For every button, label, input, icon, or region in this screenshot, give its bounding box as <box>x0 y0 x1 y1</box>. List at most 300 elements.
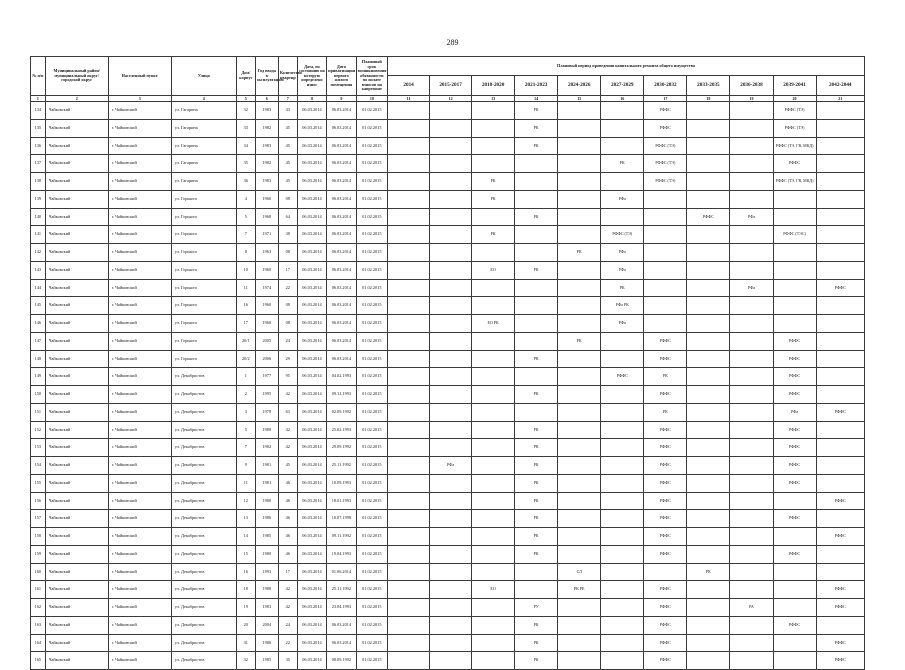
survey-date-cell: 06.03.2014 <box>297 616 326 634</box>
municipality-cell: Чайковский <box>45 492 108 510</box>
work-cell <box>515 155 558 173</box>
year-built-cell: 1983 <box>255 173 278 191</box>
work-cell <box>558 634 601 652</box>
deadline-cell: 01.02.2015 <box>356 492 388 510</box>
deadline-cell: 01.02.2015 <box>356 510 388 528</box>
privatization-date-cell: 06.03.2014 <box>327 208 356 226</box>
work-cell <box>472 652 515 670</box>
work-cell: РФФС <box>644 510 687 528</box>
work-cell: РК <box>515 119 558 137</box>
work-cell <box>816 137 864 155</box>
work-cell <box>430 315 472 333</box>
work-cell <box>816 155 864 173</box>
privatization-date-cell: 19.04.1993 <box>327 545 356 563</box>
work-cell <box>687 386 730 404</box>
work-cell <box>816 368 864 386</box>
work-cell <box>515 279 558 297</box>
house-cell: 14 <box>236 528 255 546</box>
apartments-cell: 95 <box>278 368 297 386</box>
work-cell <box>687 137 730 155</box>
year-built-cell: 1980 <box>255 545 278 563</box>
work-cell <box>773 652 816 670</box>
work-cell <box>773 528 816 546</box>
work-cell: РФФС <box>644 119 687 137</box>
work-cell: РФФС <box>644 102 687 120</box>
work-cell <box>388 190 430 208</box>
work-cell: РФФС <box>644 599 687 617</box>
table-row <box>31 563 865 581</box>
deadline-cell: 01.02.2015 <box>356 297 388 315</box>
work-cell <box>687 190 730 208</box>
settlement-cell: г. Чайковский <box>108 226 171 244</box>
privatization-date-cell: 06.03.2014 <box>327 244 356 262</box>
survey-date-cell: 06.03.2014 <box>297 652 326 670</box>
house-cell: 9 <box>236 457 255 475</box>
work-cell: РК <box>515 208 558 226</box>
column-index-cell: 10 <box>356 96 388 102</box>
work-cell <box>430 261 472 279</box>
work-cell <box>730 492 773 510</box>
street-cell: ул. Горького <box>171 244 236 262</box>
year-built-cell: 1974 <box>255 279 278 297</box>
street-cell: ул. Гагарина <box>171 173 236 191</box>
work-cell <box>816 173 864 191</box>
work-cell <box>472 599 515 617</box>
house-cell: 32 <box>236 102 255 120</box>
work-cell <box>773 492 816 510</box>
work-cell <box>388 119 430 137</box>
work-cell <box>601 581 644 599</box>
work-cell: РФФС <box>644 457 687 475</box>
table-row <box>31 244 865 262</box>
column-index-cell: 17 <box>644 96 687 102</box>
work-cell <box>687 261 730 279</box>
work-cell <box>558 439 601 457</box>
work-cell: РФФС <box>644 332 687 350</box>
work-cell: РФа <box>730 208 773 226</box>
settlement-cell: г. Чайковский <box>108 315 171 333</box>
year-built-cell: 1981 <box>255 457 278 475</box>
street-cell: ул. Гагарина <box>171 155 236 173</box>
table-row <box>31 190 865 208</box>
house-cell: 3 <box>236 403 255 421</box>
house-cell: 12 <box>236 492 255 510</box>
work-cell <box>644 244 687 262</box>
work-cell <box>601 652 644 670</box>
work-cell: РФФС <box>773 350 816 368</box>
table-row <box>31 403 865 421</box>
settlement-cell: г. Чайковский <box>108 137 171 155</box>
municipality-cell: Чайковский <box>45 102 108 120</box>
column-index-cell: 7 <box>278 96 297 102</box>
settlement-cell: г. Чайковский <box>108 368 171 386</box>
work-cell <box>472 439 515 457</box>
settlement-cell: г. Чайковский <box>108 510 171 528</box>
column-index-cell: 15 <box>558 96 601 102</box>
work-cell: РФа <box>601 261 644 279</box>
year-built-cell: 1960 <box>255 261 278 279</box>
work-cell <box>388 173 430 191</box>
work-cell <box>730 368 773 386</box>
street-cell: ул. Горького <box>171 279 236 297</box>
row-number: 145 <box>31 297 46 315</box>
header-year: 2027-2029 <box>601 76 644 96</box>
street-cell: ул. Горького <box>171 350 236 368</box>
work-cell: РФФС <box>644 421 687 439</box>
work-cell <box>730 403 773 421</box>
table-row <box>31 226 865 244</box>
work-cell <box>388 102 430 120</box>
table-row <box>31 421 865 439</box>
row-number: 148 <box>31 350 46 368</box>
work-cell <box>687 173 730 191</box>
privatization-date-cell: 01.06.2014 <box>327 563 356 581</box>
deadline-cell: 01.02.2015 <box>356 528 388 546</box>
year-built-cell: 1963 <box>255 244 278 262</box>
survey-date-cell: 06.03.2014 <box>297 581 326 599</box>
work-cell <box>730 457 773 475</box>
work-cell: СЛ <box>558 563 601 581</box>
survey-date-cell: 06.03.2014 <box>297 332 326 350</box>
work-cell <box>430 190 472 208</box>
deadline-cell: 01.02.2015 <box>356 173 388 191</box>
work-cell <box>816 386 864 404</box>
deadline-cell: 01.02.2015 <box>356 439 388 457</box>
row-number: 153 <box>31 439 46 457</box>
column-index-cell: 19 <box>730 96 773 102</box>
work-cell <box>558 208 601 226</box>
street-cell: ул. Декабристов <box>171 403 236 421</box>
row-number: 161 <box>31 581 46 599</box>
apartments-cell: 22 <box>278 634 297 652</box>
deadline-cell: 01.02.2015 <box>356 137 388 155</box>
header-apartments: Количество квартир <box>278 57 297 96</box>
work-cell <box>730 190 773 208</box>
municipality-cell: Чайковский <box>45 155 108 173</box>
work-cell: РФФС <box>773 545 816 563</box>
street-cell: ул. Декабристов <box>171 421 236 439</box>
work-cell <box>472 634 515 652</box>
deadline-cell: 01.02.2015 <box>356 208 388 226</box>
work-cell <box>644 208 687 226</box>
settlement-cell: г. Чайковский <box>108 102 171 120</box>
header-year: 2014 <box>388 76 430 96</box>
work-cell <box>472 510 515 528</box>
work-cell <box>601 545 644 563</box>
work-cell <box>430 279 472 297</box>
deadline-cell: 01.02.2015 <box>356 599 388 617</box>
work-cell <box>558 421 601 439</box>
municipality-cell: Чайковский <box>45 119 108 137</box>
work-cell <box>773 634 816 652</box>
work-cell <box>687 102 730 120</box>
work-cell <box>388 581 430 599</box>
house-cell: 36 <box>236 173 255 191</box>
work-cell: РФФС (ТЭ) <box>773 119 816 137</box>
work-cell: РФа <box>601 190 644 208</box>
work-cell <box>816 297 864 315</box>
work-cell <box>816 332 864 350</box>
privatization-date-cell: 29.09.1992 <box>327 439 356 457</box>
street-cell: ул. Декабристов <box>171 545 236 563</box>
work-cell <box>388 545 430 563</box>
deadline-cell: 01.02.2015 <box>356 119 388 137</box>
table-row <box>31 315 865 333</box>
work-cell: РК РЕ <box>558 581 601 599</box>
house-cell: 1 <box>236 368 255 386</box>
municipality-cell: Чайковский <box>45 350 108 368</box>
work-cell: РК <box>515 457 558 475</box>
work-cell: РК <box>558 332 601 350</box>
house-cell: 19 <box>236 599 255 617</box>
house-cell: 7 <box>236 439 255 457</box>
settlement-cell: г. Чайковский <box>108 350 171 368</box>
header-municipality: Муниципальный район/муниципальный округ/городской округ <box>45 57 108 96</box>
work-cell <box>558 492 601 510</box>
work-cell <box>816 563 864 581</box>
row-number: 149 <box>31 368 46 386</box>
header-survey-date: Дата, по состоянию на которую определено износ <box>297 57 326 96</box>
work-cell <box>687 279 730 297</box>
work-cell <box>687 581 730 599</box>
deadline-cell: 01.02.2015 <box>356 190 388 208</box>
apartments-cell: 46 <box>278 528 297 546</box>
municipality-cell: Чайковский <box>45 208 108 226</box>
work-cell <box>730 634 773 652</box>
row-number: 152 <box>31 421 46 439</box>
survey-date-cell: 06.03.2014 <box>297 599 326 617</box>
deadline-cell: 01.02.2015 <box>356 403 388 421</box>
house-cell: 4 <box>236 190 255 208</box>
street-cell: ул. Декабристов <box>171 368 236 386</box>
work-cell: РФФС (ТЭ, ГВ, МКД) <box>773 137 816 155</box>
survey-date-cell: 06.03.2014 <box>297 137 326 155</box>
header-year: 2030-2032 <box>644 76 687 96</box>
header-year: 2042-2044 <box>816 76 864 96</box>
row-number: 156 <box>31 492 46 510</box>
work-cell: ЕО <box>472 581 515 599</box>
apartments-cell: 45 <box>278 457 297 475</box>
work-cell <box>515 332 558 350</box>
survey-date-cell: 06.03.2014 <box>297 457 326 475</box>
work-cell <box>644 297 687 315</box>
work-cell <box>687 634 730 652</box>
apartments-cell: 46 <box>278 492 297 510</box>
work-cell <box>773 279 816 297</box>
house-cell: 16 <box>236 563 255 581</box>
work-cell <box>601 457 644 475</box>
work-cell <box>601 528 644 546</box>
year-built-cell: 2006 <box>255 350 278 368</box>
work-cell <box>816 102 864 120</box>
house-cell: 33 <box>236 119 255 137</box>
work-cell <box>601 439 644 457</box>
work-cell <box>430 421 472 439</box>
municipality-cell: Чайковский <box>45 279 108 297</box>
table-row <box>31 261 865 279</box>
row-number: 155 <box>31 474 46 492</box>
survey-date-cell: 06.03.2014 <box>297 244 326 262</box>
row-number: 137 <box>31 155 46 173</box>
work-cell: РФФС <box>644 492 687 510</box>
privatization-date-cell: 10.07.1998 <box>327 510 356 528</box>
work-cell: РФФС <box>773 457 816 475</box>
work-cell <box>430 332 472 350</box>
header-year: 2015-2017 <box>430 76 472 96</box>
work-cell <box>472 457 515 475</box>
column-index-cell: 11 <box>388 96 430 102</box>
privatization-date-cell: 06.03.2014 <box>327 190 356 208</box>
settlement-cell: г. Чайковский <box>108 492 171 510</box>
work-cell: РК <box>601 155 644 173</box>
work-cell <box>730 244 773 262</box>
row-number: 154 <box>31 457 46 475</box>
work-cell: РФФС <box>644 581 687 599</box>
work-cell <box>730 315 773 333</box>
apartments-cell: 08 <box>278 297 297 315</box>
work-cell <box>816 439 864 457</box>
work-cell: РФФС (ТЭС) <box>773 226 816 244</box>
street-cell: ул. Горького <box>171 315 236 333</box>
work-cell <box>388 492 430 510</box>
work-cell <box>388 155 430 173</box>
row-number: 136 <box>31 137 46 155</box>
column-index-cell: 9 <box>327 96 356 102</box>
work-cell <box>430 439 472 457</box>
work-cell <box>730 386 773 404</box>
work-cell: РК <box>687 563 730 581</box>
column-index-cell: 20 <box>773 96 816 102</box>
work-cell <box>472 421 515 439</box>
work-cell: РФа <box>601 244 644 262</box>
municipality-cell: Чайковский <box>45 545 108 563</box>
street-cell: ул. Декабристов <box>171 457 236 475</box>
street-cell: ул. Декабристов <box>171 510 236 528</box>
work-cell <box>601 599 644 617</box>
work-cell <box>388 279 430 297</box>
year-built-cell: 1986 <box>255 510 278 528</box>
privatization-date-cell: 06.03.2014 <box>327 137 356 155</box>
row-number: 135 <box>31 119 46 137</box>
table-row <box>31 386 865 404</box>
work-cell <box>430 599 472 617</box>
work-cell <box>644 563 687 581</box>
work-cell <box>472 102 515 120</box>
work-cell: РФФС <box>644 634 687 652</box>
municipality-cell: Чайковский <box>45 599 108 617</box>
work-cell <box>388 208 430 226</box>
work-cell <box>816 545 864 563</box>
work-cell <box>730 510 773 528</box>
apartments-cell: 45 <box>278 155 297 173</box>
work-cell <box>388 457 430 475</box>
work-cell <box>430 297 472 315</box>
apartments-cell: 29 <box>278 350 297 368</box>
street-cell: ул. Горького <box>171 208 236 226</box>
column-index-cell: 14 <box>515 96 558 102</box>
row-number: 165 <box>31 652 46 670</box>
work-cell <box>687 510 730 528</box>
work-cell <box>388 421 430 439</box>
row-number: 151 <box>31 403 46 421</box>
work-cell <box>601 421 644 439</box>
house-cell: 18 <box>236 581 255 599</box>
table-row <box>31 474 865 492</box>
work-cell <box>816 510 864 528</box>
deadline-cell: 01.02.2015 <box>356 368 388 386</box>
house-cell: 5 <box>236 208 255 226</box>
work-cell <box>773 581 816 599</box>
work-cell <box>558 261 601 279</box>
apartments-cell: 42 <box>278 599 297 617</box>
deadline-cell: 01.02.2015 <box>356 386 388 404</box>
work-cell <box>430 492 472 510</box>
work-cell <box>816 421 864 439</box>
survey-date-cell: 06.03.2014 <box>297 297 326 315</box>
work-cell: РФФС <box>644 545 687 563</box>
header-num: № п/п <box>31 57 46 96</box>
work-cell <box>730 421 773 439</box>
header-year: 2033-2035 <box>687 76 730 96</box>
work-cell: РФФС <box>816 581 864 599</box>
survey-date-cell: 06.03.2014 <box>297 261 326 279</box>
header-year: 2024-2026 <box>558 76 601 96</box>
work-cell <box>687 332 730 350</box>
work-cell <box>773 315 816 333</box>
street-cell: ул. Декабристов <box>171 439 236 457</box>
work-cell <box>430 510 472 528</box>
table-row <box>31 137 865 155</box>
settlement-cell: г. Чайковский <box>108 599 171 617</box>
work-cell <box>558 102 601 120</box>
privatization-date-cell: 06.03.2014 <box>327 350 356 368</box>
house-cell: 8 <box>236 244 255 262</box>
municipality-cell: Чайковский <box>45 474 108 492</box>
work-cell <box>816 190 864 208</box>
work-cell <box>687 599 730 617</box>
work-cell <box>472 244 515 262</box>
work-cell <box>773 563 816 581</box>
year-built-cell: 1983 <box>255 599 278 617</box>
privatization-date-cell: 25.11.1992 <box>327 581 356 599</box>
work-cell <box>558 510 601 528</box>
work-cell: РФа <box>730 279 773 297</box>
work-cell <box>730 137 773 155</box>
work-cell <box>430 581 472 599</box>
municipality-cell: Чайковский <box>45 368 108 386</box>
work-cell <box>687 155 730 173</box>
work-cell <box>601 102 644 120</box>
work-cell: РК <box>472 173 515 191</box>
street-cell: ул. Декабристов <box>171 599 236 617</box>
survey-date-cell: 06.03.2014 <box>297 350 326 368</box>
year-built-cell: 1978 <box>255 403 278 421</box>
column-index-cell: 12 <box>430 96 472 102</box>
table-row <box>31 545 865 563</box>
work-cell <box>687 652 730 670</box>
year-built-cell: 1982 <box>255 155 278 173</box>
work-cell: РФФС <box>773 421 816 439</box>
row-number: 140 <box>31 208 46 226</box>
work-cell: РК <box>515 474 558 492</box>
table-row <box>31 457 865 475</box>
row-number: 150 <box>31 386 46 404</box>
row-number: 138 <box>31 173 46 191</box>
privatization-date-cell: 23.04.1993 <box>327 599 356 617</box>
work-cell <box>558 545 601 563</box>
municipality-cell: Чайковский <box>45 581 108 599</box>
year-built-cell: 2004 <box>255 616 278 634</box>
